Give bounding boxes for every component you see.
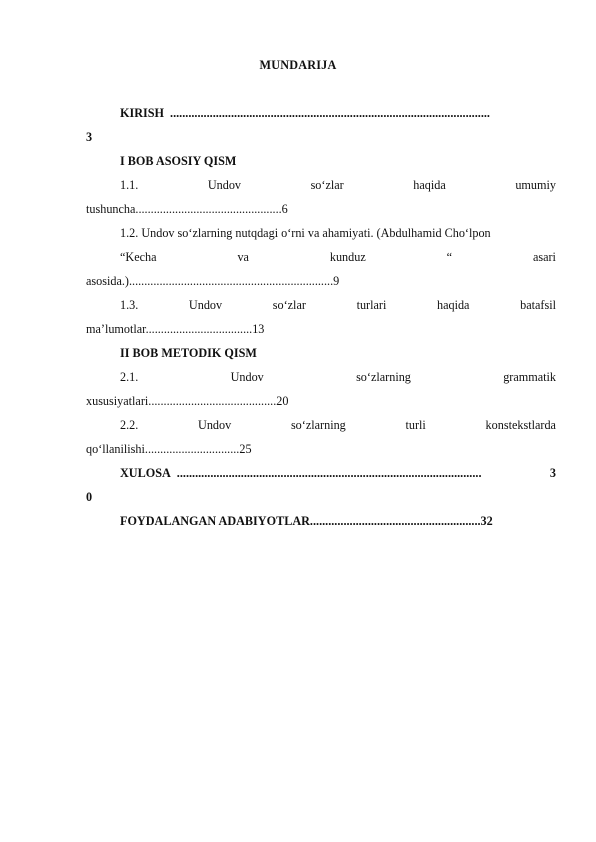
toc-word: 2.2. — [120, 418, 139, 432]
toc-chapter-heading[interactable]: I BOB ASOSIY QISM — [120, 154, 237, 168]
toc-word: Undov — [198, 418, 232, 432]
toc-entry-2-1[interactable] — [120, 368, 556, 386]
toc-word: so‘zlarning — [290, 418, 346, 432]
toc-dot-leader: .................................................................................................... — [176, 466, 482, 480]
toc-entry-1-2[interactable]: 1.2. Undov so‘zlarning nutqdagi o‘rni va ahamiyati. (Abdulhamid Cho‘lpon — [120, 226, 491, 240]
toc-entry-line[interactable]: tushuncha................................................6 — [86, 202, 288, 216]
toc-chapter-heading[interactable]: II BOB METODIK QISM — [120, 346, 257, 360]
toc-word: so‘zlarning — [356, 370, 411, 384]
toc-entry-line[interactable]: asosida.)...................................................................9 — [86, 274, 340, 288]
toc-word: Undov — [188, 298, 223, 312]
toc-entry-xulosa[interactable] — [120, 464, 556, 482]
toc-word: haqida — [436, 298, 470, 312]
toc-word: turli — [405, 418, 426, 432]
toc-page-number: 3 — [86, 130, 93, 144]
toc-page-number: 3 — [549, 466, 556, 480]
toc-dot-leader: ......................................................................................................... — [170, 106, 490, 120]
toc-word: “Kecha — [120, 250, 157, 264]
toc-word: Undov — [230, 370, 264, 384]
toc-entry-1-3[interactable] — [120, 296, 556, 314]
toc-entry-line[interactable]: ma’lumotlar...................................13 — [86, 322, 265, 336]
toc-entry-2-2[interactable] — [120, 416, 556, 434]
toc-word: turlari — [356, 298, 387, 312]
toc-entry-line[interactable]: xususiyatlari..........................................20 — [86, 394, 289, 408]
toc-word: “ — [446, 250, 453, 264]
toc-word: Undov — [207, 178, 242, 192]
toc-word: kunduz — [329, 250, 366, 264]
toc-word: so‘zlar — [272, 298, 306, 312]
toc-word: batafsil — [520, 298, 556, 312]
toc-word: konstekstlarda — [485, 418, 556, 432]
toc-entry-1-1[interactable] — [120, 176, 556, 194]
toc-page-number: 0 — [86, 490, 93, 504]
toc-word: haqida — [413, 178, 446, 192]
toc-word: 1.3. — [120, 298, 139, 312]
toc-word: 2.1. — [120, 370, 139, 384]
toc-entry-kirish[interactable] — [120, 104, 556, 122]
toc-word: asari — [532, 250, 556, 264]
toc-entry-label: KIRISH — [120, 106, 165, 120]
page-title: MUNDARIJA — [259, 58, 337, 72]
toc-entry-label: XULOSA — [120, 466, 171, 480]
toc-word: umumiy — [515, 178, 556, 192]
toc-word: va — [237, 250, 249, 264]
toc-entry-line[interactable] — [120, 248, 556, 266]
toc-entry-references[interactable]: FOYDALANGAN ADABIYOTLAR........................................................32 — [120, 514, 493, 528]
toc-entry-line[interactable]: qo‘llanilishi...............................25 — [86, 442, 252, 456]
toc-word: so‘zlar — [310, 178, 344, 192]
toc-word: 1.1. — [120, 178, 139, 192]
toc-word: grammatik — [503, 370, 556, 384]
